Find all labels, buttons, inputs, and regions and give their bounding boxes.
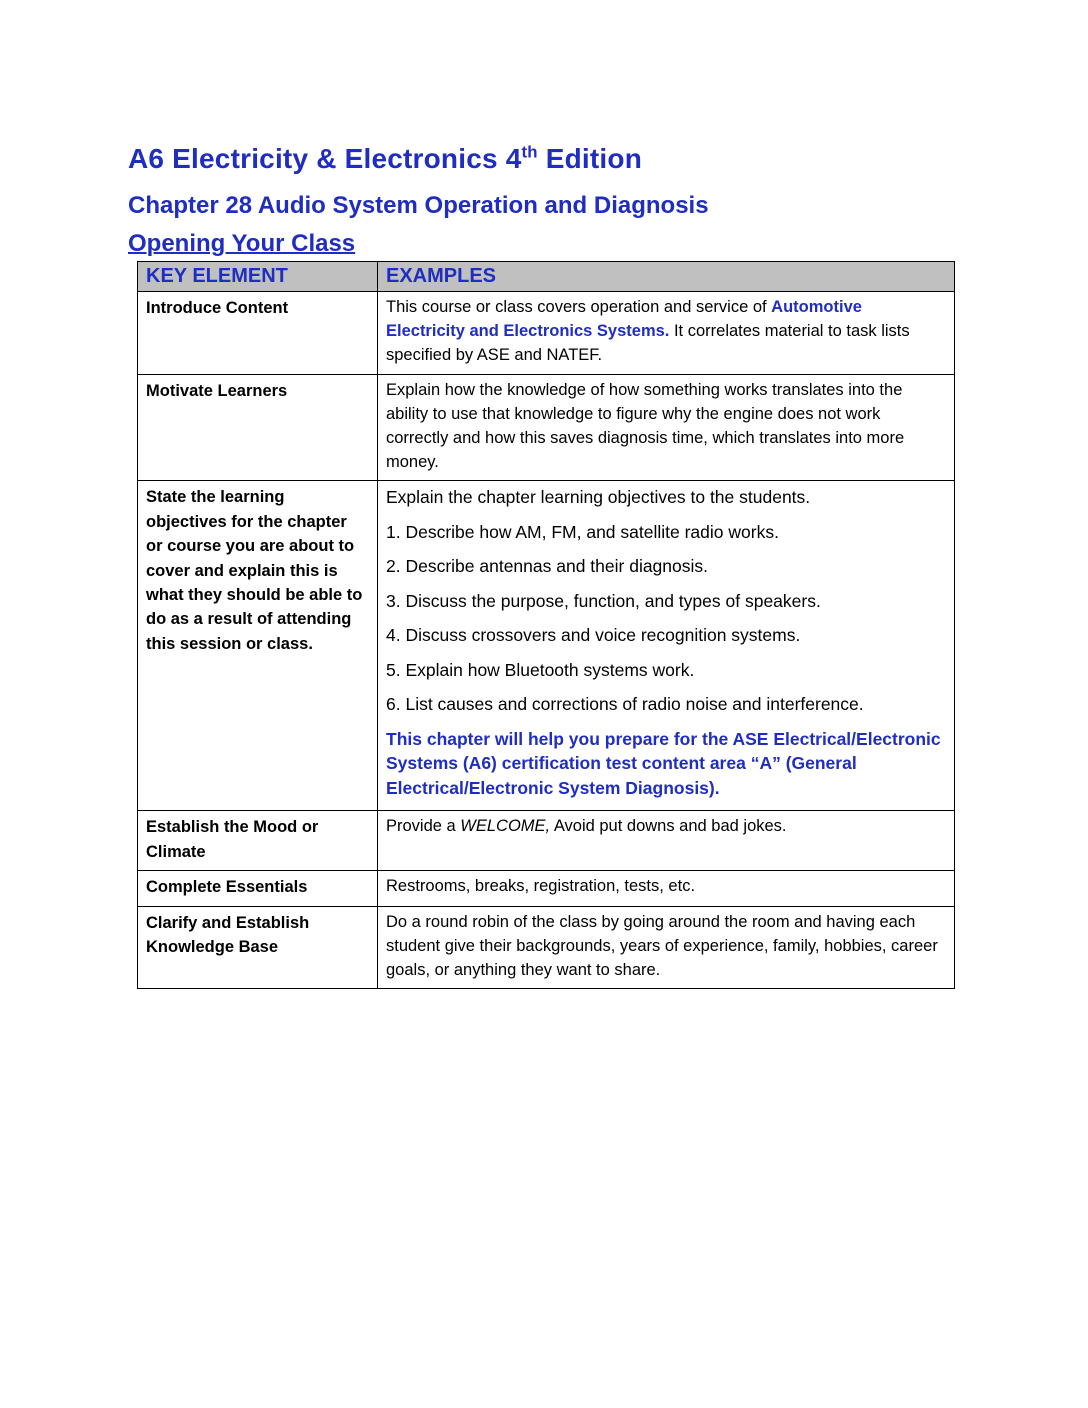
table-row — [138, 481, 955, 811]
text-segment: Explain the chapter learning objectives to the students. — [386, 487, 811, 508]
examples-cell — [378, 481, 955, 811]
cell-paragraph — [386, 589, 942, 614]
text-segment: This chapter will help you prepare for the ASE Electrical/Electronic Systems (A6) certification test content area “A” (General Electrical/Electronic System Diagnosis). — [386, 728, 941, 798]
text-segment: Do a round robin of the class by going around the room and having each student give their backgrounds, years of experience, family, hobbies, career goals, or anything they want to share. — [386, 912, 938, 979]
cell-paragraph — [386, 911, 942, 983]
text-segment: 6. List causes and corrections of radio noise and interference. — [386, 694, 864, 715]
cell-paragraph — [386, 520, 942, 545]
chapter-subtitle: Chapter 28 Audio System Operation and Diagnosis — [128, 191, 709, 219]
text-segment: 5. Explain how Bluetooth systems work. — [386, 659, 695, 680]
examples-cell — [378, 811, 955, 871]
cell-paragraph — [386, 692, 942, 717]
cell-paragraph — [386, 727, 942, 801]
key-element-cell: Clarify and Establish Knowledge Base — [138, 906, 378, 989]
document-title — [128, 142, 957, 176]
table-body — [138, 291, 955, 988]
text-segment: 2. Describe antennas and their diagnosis. — [386, 556, 709, 577]
text-segment: 4. Discuss crossovers and voice recognition systems. — [386, 625, 801, 646]
table-row — [138, 906, 955, 989]
key-element-cell: Motivate Learners — [138, 374, 378, 481]
text-segment: Provide a — [386, 817, 461, 836]
examples-cell — [378, 871, 955, 906]
table-header — [138, 261, 955, 291]
text-segment: Automotive Electricity and Electronics Systems. — [386, 297, 862, 340]
cell-paragraph — [386, 554, 942, 579]
examples-cell — [378, 291, 955, 374]
key-element-cell: Introduce Content — [138, 291, 378, 374]
key-element-cell: State the learning objectives for the chapter or course you are about to cover and explain this is what they should be able to do as a result of attending this session or class. — [138, 481, 378, 811]
text-segment: 3. Discuss the purpose, function, and types of speakers. — [386, 590, 821, 611]
table-row — [138, 811, 955, 871]
table-row — [138, 374, 955, 481]
table-row — [138, 291, 955, 374]
text-segment: WELCOME, — [460, 817, 551, 836]
cell-paragraph — [386, 296, 942, 368]
cell-paragraph — [386, 379, 942, 475]
text-segment: It correlates material to task lists specified by ASE and NATEF. — [386, 321, 910, 364]
text-segment: 1. Describe how AM, FM, and satellite radio works. — [386, 521, 779, 542]
cell-paragraph — [386, 485, 942, 510]
document-title-main: A6 Electricity & Electronics 4 — [128, 143, 522, 174]
cell-paragraph — [386, 815, 942, 839]
examples-cell — [378, 374, 955, 481]
header-key-element: KEY ELEMENT — [138, 261, 378, 291]
table-header-row — [138, 261, 955, 291]
key-element-cell: Complete Essentials — [138, 871, 378, 906]
section-heading: Opening Your Class — [128, 230, 356, 258]
table-row — [138, 871, 955, 906]
cell-paragraph — [386, 875, 942, 899]
text-segment: Explain how the knowledge of how something works translates into the ability to use that knowledge to figure why the engine does not work correctly and how this saves diagnosis time, which translates into more money. — [386, 380, 905, 471]
header-examples: EXAMPLES — [378, 261, 955, 291]
cell-paragraph — [386, 658, 942, 683]
examples-cell — [378, 906, 955, 989]
key-element-cell: Establish the Mood or Climate — [138, 811, 378, 871]
key-element-table — [137, 261, 955, 989]
text-segment: Avoid put downs and bad jokes. — [550, 817, 787, 836]
text-segment: Restrooms, breaks, registration, tests, etc. — [386, 877, 696, 896]
text-segment: This course or class covers operation and service of — [386, 297, 772, 316]
document-title-superscript: th — [521, 142, 538, 162]
document-title-suffix: Edition — [537, 143, 643, 174]
cell-paragraph — [386, 623, 942, 648]
